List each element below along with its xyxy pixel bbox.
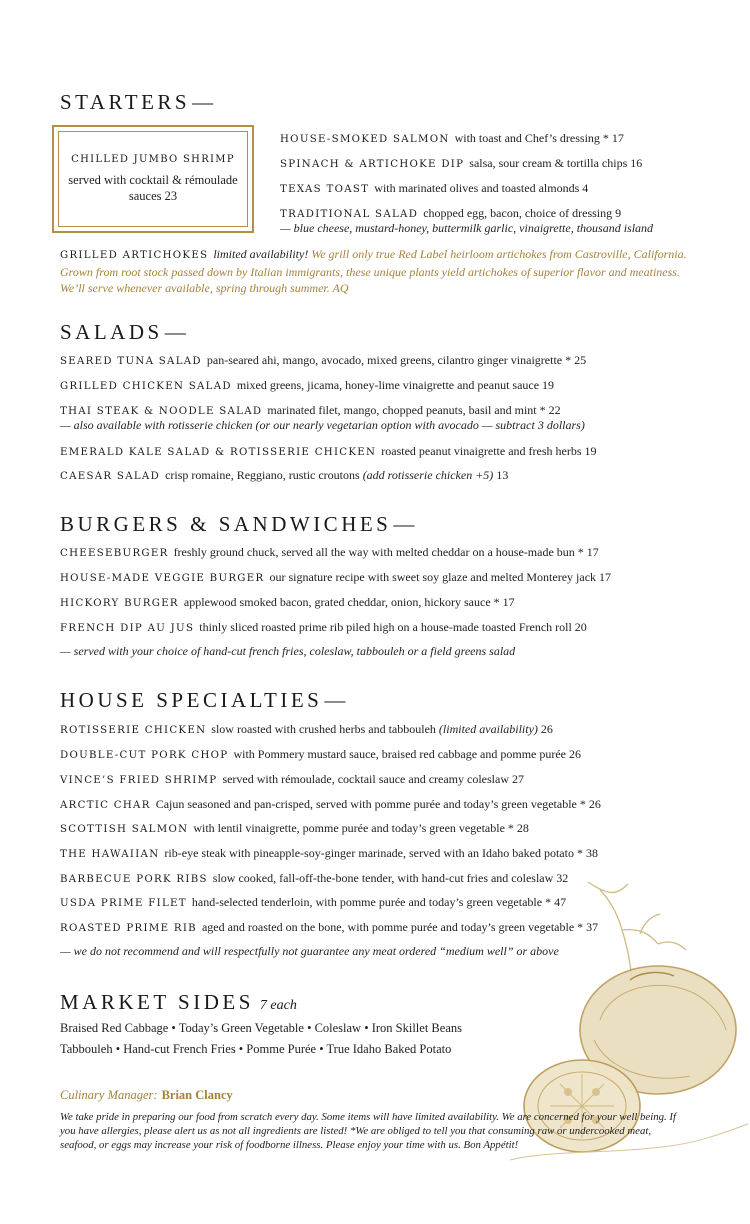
addon-note: (add rotisserie chicken +5)	[362, 468, 494, 482]
sides-heading	[60, 990, 297, 1015]
limited-note: (limited availability)	[438, 722, 538, 736]
starters-title: STARTERS	[60, 90, 191, 114]
item-name: USDA PRIME FILET	[60, 898, 187, 909]
thai-salad-note: — also available with rotisserie chicken (or our nearly vegetarian option with avocado — subtract 3 dollars)	[60, 418, 585, 432]
menu-item	[60, 619, 587, 637]
item-name: HOUSE-MADE VEGGIE BURGER	[60, 573, 265, 584]
salad-dressing-note: — blue cheese, mustard-honey, buttermilk garlic, vinaigrette, thousand island	[280, 221, 654, 235]
culinary-manager	[60, 1088, 233, 1103]
limited-note: limited availability!	[213, 247, 309, 261]
menu-item	[60, 569, 611, 587]
item-desc: rib-eye steak with pineapple-soy-ginger marinade, served with an Idaho baked potato * 38	[164, 846, 598, 860]
specialties-title: HOUSE SPECIALTIES	[60, 688, 323, 712]
item-desc: crisp romaine, Reggiano, rustic croutons	[165, 468, 360, 482]
sides-title: MARKET SIDES	[60, 990, 254, 1014]
item-desc: our signature recipe with sweet soy glaze and melted Monterey jack 17	[269, 570, 612, 584]
item-desc: with Pommery mustard sauce, braised red cabbage and pomme purée 26	[233, 747, 582, 761]
menu-item	[60, 796, 601, 814]
grilled-artichokes-item	[60, 246, 700, 296]
item-desc: hand-selected tenderloin, with pomme purée and today’s green vegetable * 47	[191, 895, 567, 909]
menu-item	[280, 130, 624, 148]
item-name: ROTISSERIE CHICKEN	[60, 725, 207, 736]
item-desc: marinated filet, mango, chopped peanuts, basil and mint * 22	[267, 403, 561, 417]
item-name: ROASTED PRIME RIB	[60, 923, 197, 934]
burger-sides-note: — served with your choice of hand-cut french fries, coleslaw, tabbouleh or a field greens salad	[60, 644, 516, 658]
item-name: HICKORY BURGER	[60, 598, 179, 609]
featured-box-inner	[58, 131, 248, 227]
specialties-heading	[60, 688, 345, 713]
menu-item	[60, 820, 529, 838]
manager-label: Culinary Manager:	[60, 1088, 158, 1102]
item-name: CHEESEBURGER	[60, 548, 169, 559]
menu-item	[60, 467, 508, 485]
item-desc: aged and roasted on the bone, with pomme purée and today’s green vegetable * 37	[201, 920, 599, 934]
item-name: BARBECUE PORK RIBS	[60, 874, 208, 885]
menu-item	[60, 544, 599, 562]
menu-item	[60, 845, 598, 863]
heading-dash: —	[393, 512, 415, 536]
item-name: FRENCH DIP AU JUS	[60, 623, 195, 634]
sides-price-note: 7 each	[259, 998, 297, 1013]
menu-item	[60, 771, 524, 789]
item-name: EMERALD KALE SALAD & ROTISSERIE CHICKEN	[60, 447, 377, 458]
heading-dash: —	[324, 688, 346, 712]
burgers-heading	[60, 512, 414, 537]
menu-item	[60, 352, 586, 370]
item-desc: slow cooked, fall-off-the-bone tender, with hand-cut fries and coleslaw 32	[212, 871, 569, 885]
salads-title: SALADS	[60, 320, 163, 344]
menu-item	[60, 377, 554, 395]
item-desc: slow roasted with crushed herbs and tabbouleh	[211, 722, 436, 736]
item-desc: thinly sliced roasted prime rib piled high on a house-made toasted French roll 20	[199, 620, 587, 634]
featured-shrimp-box	[52, 125, 254, 233]
item-desc: salsa, sour cream & tortilla chips 16	[469, 156, 643, 170]
item-name: TRADITIONAL SALAD	[280, 209, 419, 220]
menu-item	[60, 746, 581, 764]
item-name: HOUSE-SMOKED SALMON	[280, 134, 450, 145]
item-name: THE HAWAIIAN	[60, 849, 160, 860]
heading-dash: —	[164, 320, 186, 344]
item-name: CAESAR SALAD	[60, 471, 161, 482]
menu-item	[280, 155, 642, 173]
item-name: GRILLED CHICKEN SALAD	[60, 381, 232, 392]
item-name: ARCTIC CHAR	[60, 800, 151, 811]
item-name: DOUBLE-CUT PORK CHOP	[60, 750, 229, 761]
item-desc: roasted peanut vinaigrette and fresh herbs 19	[381, 444, 597, 458]
item-price: 26	[540, 722, 553, 736]
menu-item	[280, 180, 588, 198]
item-desc: with marinated olives and toasted almonds 4	[374, 181, 589, 195]
featured-item-name: CHILLED JUMBO SHRIMP	[71, 154, 235, 165]
item-desc: with lentil vinaigrette, pomme purée and today’s green vegetable * 28	[193, 821, 529, 835]
item-desc: mixed greens, jicama, honey-lime vinaigrette and peanut sauce 19	[236, 378, 555, 392]
menu-item	[60, 721, 553, 739]
item-name: SPINACH & ARTICHOKE DIP	[280, 159, 465, 170]
item-price: 13	[496, 468, 509, 482]
menu-item	[60, 594, 515, 612]
item-desc: Cajun seasoned and pan-crisped, served with pomme purée and today’s green vegetable * 26	[155, 797, 601, 811]
sides-list-line-2: Tabbouleh • Hand-cut French Fries • Pomme Purée • True Idaho Baked Potato	[60, 1042, 452, 1056]
burgers-title: BURGERS & SANDWICHES	[60, 512, 392, 536]
allergy-disclaimer: We take pride in preparing our food from scratch every day. Some items will have limited availability. We are concerned for your well being. If you have allergies, please alert us as not all ingredients are listed! *We are obliged to tell you that consuming raw or undercooked meat, seafood, or eggs may increase your risk of foodborne illness. Please enjoy your time with us. Bon Appétit!	[60, 1111, 677, 1151]
item-desc: pan-seared ahi, mango, avocado, mixed greens, cilantro ginger vinaigrette * 25	[206, 353, 587, 367]
item-desc: freshly ground chuck, served all the way with melted cheddar on a house-made bun * 17	[173, 545, 599, 559]
heading-dash: —	[192, 90, 214, 114]
featured-item-desc: served with cocktail & rémoulade sauces 23	[68, 173, 238, 203]
item-name: SEARED TUNA SALAD	[60, 356, 202, 367]
item-desc: with toast and Chef’s dressing * 17	[454, 131, 624, 145]
sides-list-line-1: Braised Red Cabbage • Today’s Green Vegetable • Coleslaw • Iron Skillet Beans	[60, 1021, 462, 1035]
item-name: GRILLED ARTICHOKES	[60, 250, 209, 261]
meat-temperature-note: — we do not recommend and will respectfully not guarantee any meat ordered “medium well” or above	[60, 944, 559, 958]
artichoke-desc: We grill only true Red Label heirloom artichokes from Castroville, California. Grown from root stock passed down by Italian immigrants, these unique plants yield artichokes of superior flavor and meatiness. We’ll serve whenever available, spring through summer. AQ	[60, 247, 687, 295]
item-name: SCOTTISH SALMON	[60, 824, 189, 835]
menu-item	[60, 443, 597, 461]
salads-heading	[60, 320, 186, 345]
item-name: THAI STEAK & NOODLE SALAD	[60, 406, 263, 417]
item-name: TEXAS TOAST	[280, 184, 370, 195]
starters-heading	[60, 90, 213, 115]
item-desc: applewood smoked bacon, grated cheddar, onion, hickory sauce * 17	[183, 595, 515, 609]
item-desc: served with rémoulade, cocktail sauce and creamy coleslaw 27	[222, 772, 524, 786]
manager-name: Brian Clancy	[161, 1088, 233, 1102]
item-desc: chopped egg, bacon, choice of dressing 9	[423, 206, 622, 220]
item-name: VINCE’S FRIED SHRIMP	[60, 775, 218, 786]
